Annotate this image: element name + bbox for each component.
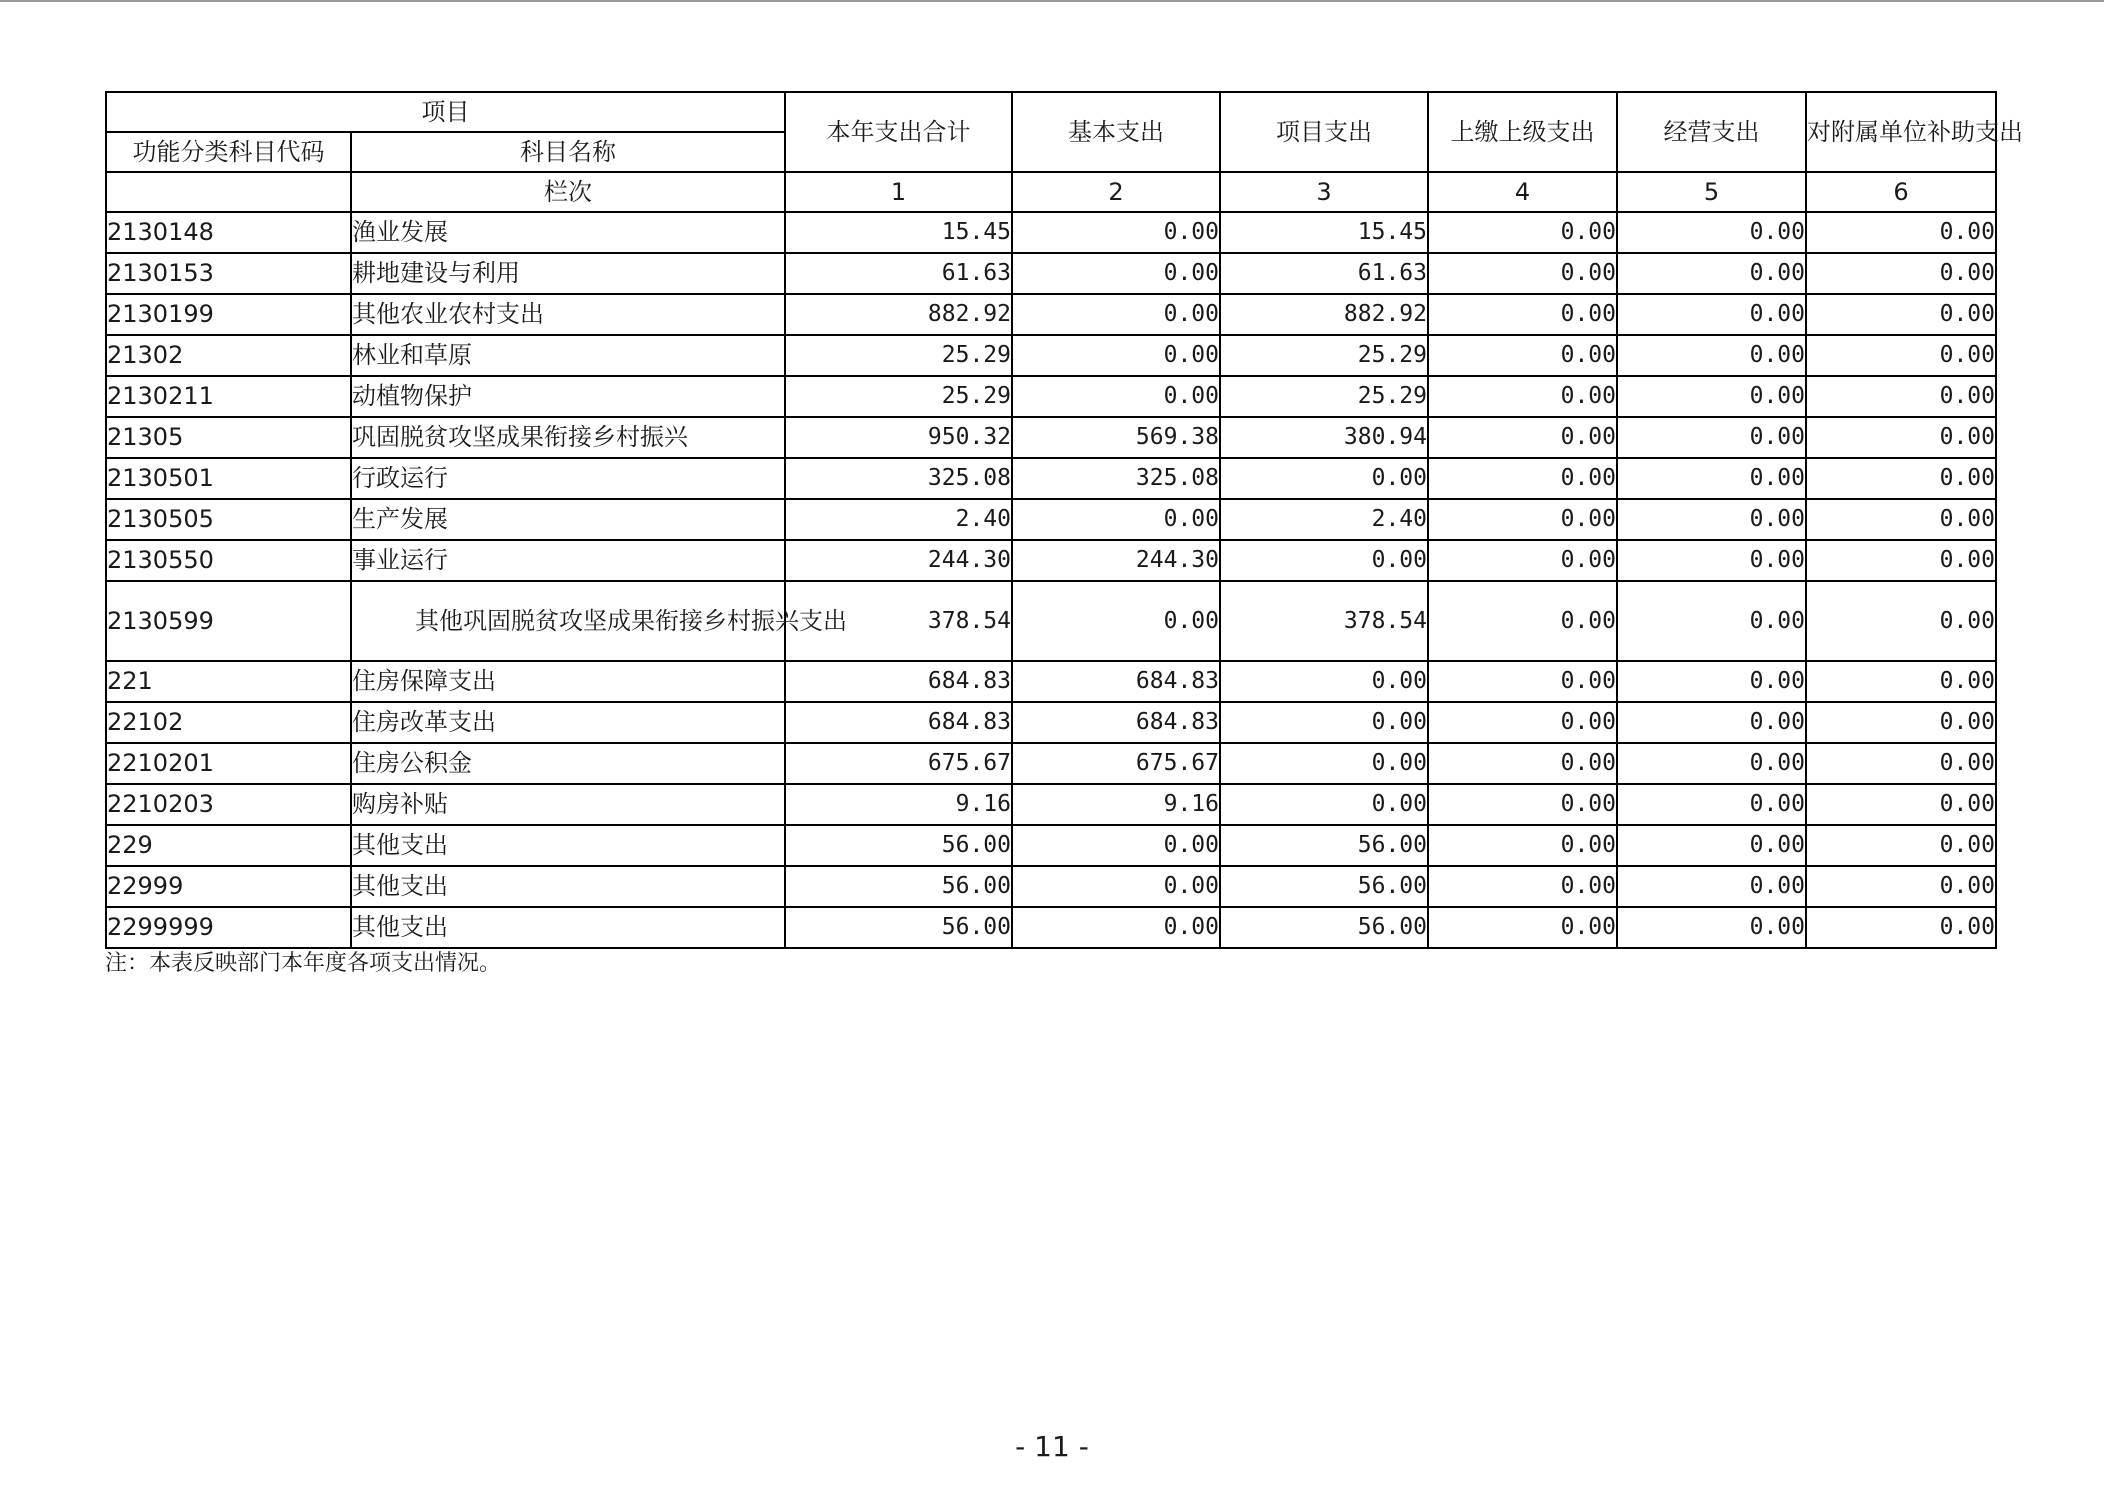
row-value-col2: 0.00 [1012, 212, 1220, 253]
row-code: 2130599 [106, 581, 351, 661]
row-value-col4: 0.00 [1428, 417, 1617, 458]
row-value-col1: 2.40 [785, 499, 1012, 540]
row-code: 2130550 [106, 540, 351, 581]
row-value-col5: 0.00 [1617, 661, 1806, 702]
table-row [106, 866, 1996, 907]
row-value-col2: 0.00 [1012, 907, 1220, 948]
row-name: 其他农业农村支出 [351, 294, 785, 335]
row-value-col6: 0.00 [1806, 253, 1996, 294]
page-top-border [0, 0, 2104, 2]
row-value-col2: 684.83 [1012, 702, 1220, 743]
column-index-row [106, 172, 1996, 212]
row-name: 林业和草原 [351, 335, 785, 376]
row-code: 2210203 [106, 784, 351, 825]
row-value-col5: 0.00 [1617, 212, 1806, 253]
table-row [106, 540, 1996, 581]
row-value-col5: 0.00 [1617, 907, 1806, 948]
row-code: 2130501 [106, 458, 351, 499]
row-value-col6: 0.00 [1806, 661, 1996, 702]
row-value-col1: 244.30 [785, 540, 1012, 581]
row-value-col5: 0.00 [1617, 499, 1806, 540]
row-name-text: 其他巩固脱贫攻坚成果衔接乡村振兴支出 [415, 606, 847, 635]
row-value-col3: 2.40 [1220, 499, 1428, 540]
row-value-col2: 0.00 [1012, 253, 1220, 294]
row-value-col4: 0.00 [1428, 907, 1617, 948]
row-value-col6: 0.00 [1806, 702, 1996, 743]
row-value-col1: 25.29 [785, 335, 1012, 376]
row-value-col4: 0.00 [1428, 499, 1617, 540]
row-value-col6: 0.00 [1806, 540, 1996, 581]
row-value-col5: 0.00 [1617, 253, 1806, 294]
row-value-col3: 56.00 [1220, 907, 1428, 948]
row-name: 生产发展 [351, 499, 785, 540]
expenditure-table [105, 91, 2023, 949]
row-code: 2130211 [106, 376, 351, 417]
row-value-col6: 0.00 [1806, 335, 1996, 376]
row-code: 21302 [106, 335, 351, 376]
row-value-col3: 56.00 [1220, 866, 1428, 907]
row-value-col5: 0.00 [1617, 743, 1806, 784]
row-value-col6: 0.00 [1806, 212, 1996, 253]
row-value-col3: 0.00 [1220, 540, 1428, 581]
row-value-col2: 9.16 [1012, 784, 1220, 825]
row-value-col5: 0.00 [1617, 825, 1806, 866]
table-row [106, 743, 1996, 784]
header-project-expenditure: 项目支出 [1220, 92, 1428, 172]
row-value-col6: 0.00 [1806, 376, 1996, 417]
row-value-col2: 0.00 [1012, 825, 1220, 866]
row-name [351, 581, 847, 661]
row-value-col5: 0.00 [1617, 540, 1806, 581]
row-value-col4: 0.00 [1428, 335, 1617, 376]
header-business: 经营支出 [1617, 92, 1806, 172]
row-value-col6: 0.00 [1806, 907, 1996, 948]
row-name: 耕地建设与利用 [351, 253, 785, 294]
row-value-col3: 380.94 [1220, 417, 1428, 458]
row-value-col5: 0.00 [1617, 417, 1806, 458]
row-value-col1: 15.45 [785, 212, 1012, 253]
row-name: 其他支出 [351, 907, 785, 948]
table-row [106, 253, 1996, 294]
row-value-col3: 378.54 [1220, 581, 1428, 661]
row-value-col6: 0.00 [1806, 458, 1996, 499]
table-row [106, 784, 1996, 825]
row-code: 22102 [106, 702, 351, 743]
row-name: 住房保障支出 [351, 661, 785, 702]
table-row [106, 499, 1996, 540]
row-value-col4: 0.00 [1428, 376, 1617, 417]
row-name: 其他支出 [351, 866, 785, 907]
column-index-6: 6 [1806, 172, 1996, 212]
row-value-col6: 0.00 [1806, 499, 1996, 540]
column-index-4: 4 [1428, 172, 1617, 212]
row-value-col6: 0.00 [1806, 294, 1996, 335]
header-name: 科目名称 [351, 132, 785, 172]
column-index-1: 1 [785, 172, 1012, 212]
row-value-col3: 61.63 [1220, 253, 1428, 294]
header-subsidy: 对附属单位补助支出 [1806, 92, 1996, 172]
row-value-col4: 0.00 [1428, 743, 1617, 784]
row-value-col4: 0.00 [1428, 784, 1617, 825]
header-basic: 基本支出 [1012, 92, 1220, 172]
row-value-col1: 684.83 [785, 702, 1012, 743]
row-name: 渔业发展 [351, 212, 785, 253]
row-value-col4: 0.00 [1428, 825, 1617, 866]
row-value-col6: 0.00 [1806, 417, 1996, 458]
row-value-col2: 0.00 [1012, 294, 1220, 335]
table-row [106, 212, 1996, 253]
row-code: 2130153 [106, 253, 351, 294]
row-value-col1: 61.63 [785, 253, 1012, 294]
row-name: 住房改革支出 [351, 702, 785, 743]
row-value-col4: 0.00 [1428, 458, 1617, 499]
table-row [106, 581, 1996, 661]
row-value-col2: 0.00 [1012, 581, 1220, 661]
row-value-col2: 0.00 [1012, 335, 1220, 376]
row-value-col4: 0.00 [1428, 253, 1617, 294]
row-code: 221 [106, 661, 351, 702]
row-value-col3: 15.45 [1220, 212, 1428, 253]
column-index-5: 5 [1617, 172, 1806, 212]
header-project: 项目 [106, 92, 785, 132]
header-row-1 [106, 92, 1996, 132]
row-value-col1: 325.08 [785, 458, 1012, 499]
row-value-col5: 0.00 [1617, 376, 1806, 417]
row-code: 2299999 [106, 907, 351, 948]
row-name: 巩固脱贫攻坚成果衔接乡村振兴 [351, 417, 785, 458]
row-value-col1: 684.83 [785, 661, 1012, 702]
row-value-col1: 25.29 [785, 376, 1012, 417]
table-row [106, 907, 1996, 948]
row-name: 事业运行 [351, 540, 785, 581]
row-value-col6: 0.00 [1806, 743, 1996, 784]
page-number: - 11 - [1015, 1430, 1089, 1463]
row-name: 动植物保护 [351, 376, 785, 417]
row-value-col5: 0.00 [1617, 458, 1806, 499]
row-value-col1: 882.92 [785, 294, 1012, 335]
row-value-col3: 0.00 [1220, 702, 1428, 743]
row-value-col6: 0.00 [1806, 581, 1996, 661]
row-value-col5: 0.00 [1617, 702, 1806, 743]
column-index-empty [106, 172, 351, 212]
row-value-col3: 0.00 [1220, 784, 1428, 825]
table-row [106, 661, 1996, 702]
row-name: 购房补贴 [351, 784, 785, 825]
row-name: 其他支出 [351, 825, 785, 866]
table-body [106, 212, 1996, 948]
row-code: 2130199 [106, 294, 351, 335]
table-row [106, 335, 1996, 376]
row-value-col2: 325.08 [1012, 458, 1220, 499]
row-value-col2: 684.83 [1012, 661, 1220, 702]
row-value-col3: 56.00 [1220, 825, 1428, 866]
header-upper-payment: 上缴上级支出 [1428, 92, 1617, 172]
table-row [106, 458, 1996, 499]
row-value-col4: 0.00 [1428, 540, 1617, 581]
row-value-col1: 56.00 [785, 825, 1012, 866]
row-value-col1: 378.54 [785, 581, 1012, 661]
row-value-col4: 0.00 [1428, 866, 1617, 907]
column-index-label: 栏次 [351, 172, 785, 212]
row-value-col6: 0.00 [1806, 866, 1996, 907]
row-value-col1: 56.00 [785, 907, 1012, 948]
table-row [106, 294, 1996, 335]
row-value-col3: 0.00 [1220, 458, 1428, 499]
row-value-col4: 0.00 [1428, 294, 1617, 335]
row-value-col5: 0.00 [1617, 866, 1806, 907]
row-code: 2210201 [106, 743, 351, 784]
column-index-3: 3 [1220, 172, 1428, 212]
row-value-col2: 0.00 [1012, 866, 1220, 907]
row-value-col1: 950.32 [785, 417, 1012, 458]
table-row [106, 417, 1996, 458]
header-total: 本年支出合计 [785, 92, 1012, 172]
row-value-col6: 0.00 [1806, 784, 1996, 825]
table-footnote: 注：本表反映部门本年度各项支出情况。 [105, 951, 502, 976]
row-value-col4: 0.00 [1428, 212, 1617, 253]
row-code: 229 [106, 825, 351, 866]
column-index-2: 2 [1012, 172, 1220, 212]
row-value-col2: 0.00 [1012, 499, 1220, 540]
table-row [106, 825, 1996, 866]
row-value-col3: 0.00 [1220, 661, 1428, 702]
row-code: 2130148 [106, 212, 351, 253]
row-value-col3: 25.29 [1220, 376, 1428, 417]
row-code: 22999 [106, 866, 351, 907]
row-value-col3: 25.29 [1220, 335, 1428, 376]
table-row [106, 702, 1996, 743]
row-value-col6: 0.00 [1806, 825, 1996, 866]
row-value-col4: 0.00 [1428, 702, 1617, 743]
row-value-col5: 0.00 [1617, 581, 1806, 661]
row-code: 2130505 [106, 499, 351, 540]
row-name: 住房公积金 [351, 743, 785, 784]
row-value-col3: 882.92 [1220, 294, 1428, 335]
row-name: 行政运行 [351, 458, 785, 499]
row-value-col2: 244.30 [1012, 540, 1220, 581]
header-code: 功能分类科目代码 [106, 132, 351, 172]
row-value-col1: 675.67 [785, 743, 1012, 784]
row-value-col2: 0.00 [1012, 376, 1220, 417]
table-row [106, 376, 1996, 417]
row-value-col4: 0.00 [1428, 581, 1617, 661]
row-value-col5: 0.00 [1617, 335, 1806, 376]
row-value-col2: 675.67 [1012, 743, 1220, 784]
row-value-col5: 0.00 [1617, 294, 1806, 335]
row-value-col4: 0.00 [1428, 661, 1617, 702]
row-value-col3: 0.00 [1220, 743, 1428, 784]
row-value-col1: 9.16 [785, 784, 1012, 825]
row-value-col1: 56.00 [785, 866, 1012, 907]
row-value-col5: 0.00 [1617, 784, 1806, 825]
row-value-col2: 569.38 [1012, 417, 1220, 458]
row-code: 21305 [106, 417, 351, 458]
